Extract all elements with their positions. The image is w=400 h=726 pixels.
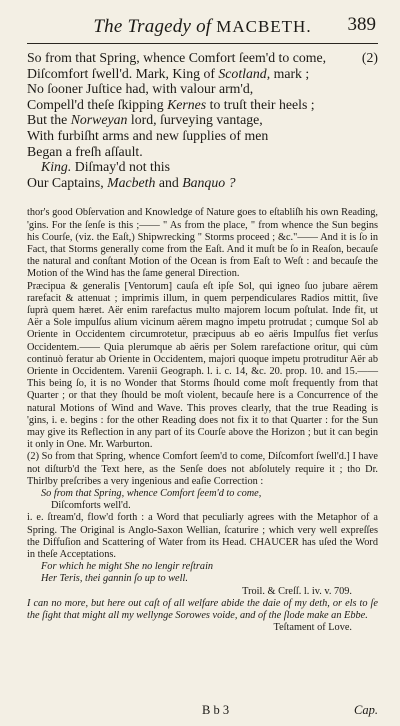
note-paragraph-1: thor's good Obſervation and Knowledge of Nature goes to eſtabliſh his own Reading, 'gins. For the ſenſe is this ;—— " As from the place, " from whence the Sun begins his Courſe, (viz. the Eaſt,) Shipwrecking " Storms proceed ; &c."—— And it is ſo in Fact, that Storms generally come from the Eaſt. And it muſt be ſo in Reaſon, becauſe the natural and conſtant Motion of the Ocean is from Eaſt to Weſt : and becauſe the Motion of the Wind has the ſame general Direction. — [27, 207, 378, 280]
verse-line-1-text: So from that Spring, whence Comfort ſeem'd to come, — [27, 50, 327, 65]
note-paragraph-4: i. e. ſtream'd, flow'd forth : a Word that peculiarly agrees with the Metaphor of a Spring. The Original is Anglo-Saxon Wellian, ſcaturire ; which very well expreſſes the Diffuſion and Scattering of Water from its Head. CHAUCER has uſed the Word in theſe Acceptations. — [27, 512, 378, 561]
note-quote-2: Diſcomforts well'd. — [51, 500, 131, 512]
footnote-marker: (2) — [361, 50, 378, 65]
verse-line-5: But the Norweyan lord, ſurveying vantage, — [27, 112, 263, 128]
note-quote-3: For which he might She no lengir reſtrain — [41, 561, 214, 573]
verse-line-1 — [27, 50, 378, 66]
page-number: 389 — [347, 14, 376, 35]
verse-line-2: Diſcomfort ſwell'd. Mark, King of Scotland, mark ; — [27, 65, 310, 81]
play-verse — [27, 50, 378, 190]
note-paragraph-3: (2) So from that Spring, whence Comfort ſeem'd to come, Diſcomfort ſwell'd.] I have not diſturb'd the Text here, as the Senſe does not abſolutely require it ; tho Dr. Thirlby preſcribes a very ingenious and eaſie Correction : — [27, 451, 378, 487]
catchword: Cap. — [354, 703, 378, 717]
header-rule — [27, 43, 378, 44]
verse-line-8: King. Diſmay'd not this — [41, 159, 170, 175]
verse-line-4: Compell'd theſe ſkipping Kernes to truſt their heels ; — [27, 96, 315, 112]
note-quote-1: So from that Spring, whence Comfort ſeem'd to come, — [41, 488, 262, 500]
note-citation-1: Troil. & Creſſ. l. iv. v. 709. — [242, 585, 352, 597]
note-quote-4: Her Teris, thei gannin ſo up to well. — [41, 573, 188, 585]
verse-line-7: Began a freſh aſſault. — [27, 143, 143, 159]
running-title-italic: The Tragedy of — [93, 16, 212, 37]
page-header — [27, 0, 378, 50]
note-quote-5: I can no more, but here out caſt of all welfare abide the daie of my deth, or els to ſe the ſight that might all my wellynge Sorowes voide, and of the ſlode make an Ebbe. — [27, 597, 378, 622]
verse-line-3: No ſooner Juſtice had, with valour arm'd, — [27, 81, 254, 97]
running-title-caps: MACBETH. — [216, 17, 312, 36]
verse-line-6: With furbiſht arms and new ſupplies of men — [27, 127, 269, 143]
note-citation-2: Teſtament of Love. — [273, 622, 352, 634]
verse-line-9: Our Captains, Macbeth and Banquo ? — [27, 174, 236, 190]
speaker-name: King. — [41, 159, 72, 175]
running-title — [27, 16, 378, 38]
footnotes — [27, 207, 378, 634]
page-footer — [27, 703, 378, 721]
note-paragraph-2: Præcipua & generalis [Ventorum] cauſa eſt ipſe Sol, qui igneo ſuo jubare aërem rarefacit & attenuat ; imprimis illum, in quem perpendiculares Radios mittit, ſive ſuprà quem hæret. Aër enim rarefactus multo majorem locum poſtulat. Inde fit, ut Aër a Sole impulſus alium vicinum aërem magno impetu protrudat ; cumque Sol ab Oriente in Occidentem circumrotetur, præcipuus ab eo aëris Impulſus fiet verſus Occidentem.—— Quia plerumque ab aëris per Solem rarefactione oritur, qui cùm continuò feratur ab Oriente in Occidentem, majori quoque impetu protruditur Aër ab Oriente in Occidentem. Varenii Geograph. l. i. c. 14, &c. 20. prop. 10. and 15.—— This being ſo, it is no Wonder that Storms ſhould come moſt frequently from that Quarter ; or that they ſhould be moſt violent, becauſe here is a Concurrence of the natural Motions of Wind and Wave. This proves clearly, that the true Reading is 'gins, i. e. begins : for the other Reading does not fix it to that Quarter : for the Sun may give its Reflection in any part of its Courſe above the Horizon ; but it can begin it only in One. Mr. Warburton. — [27, 280, 378, 451]
signature-mark: B b 3 — [202, 703, 230, 717]
